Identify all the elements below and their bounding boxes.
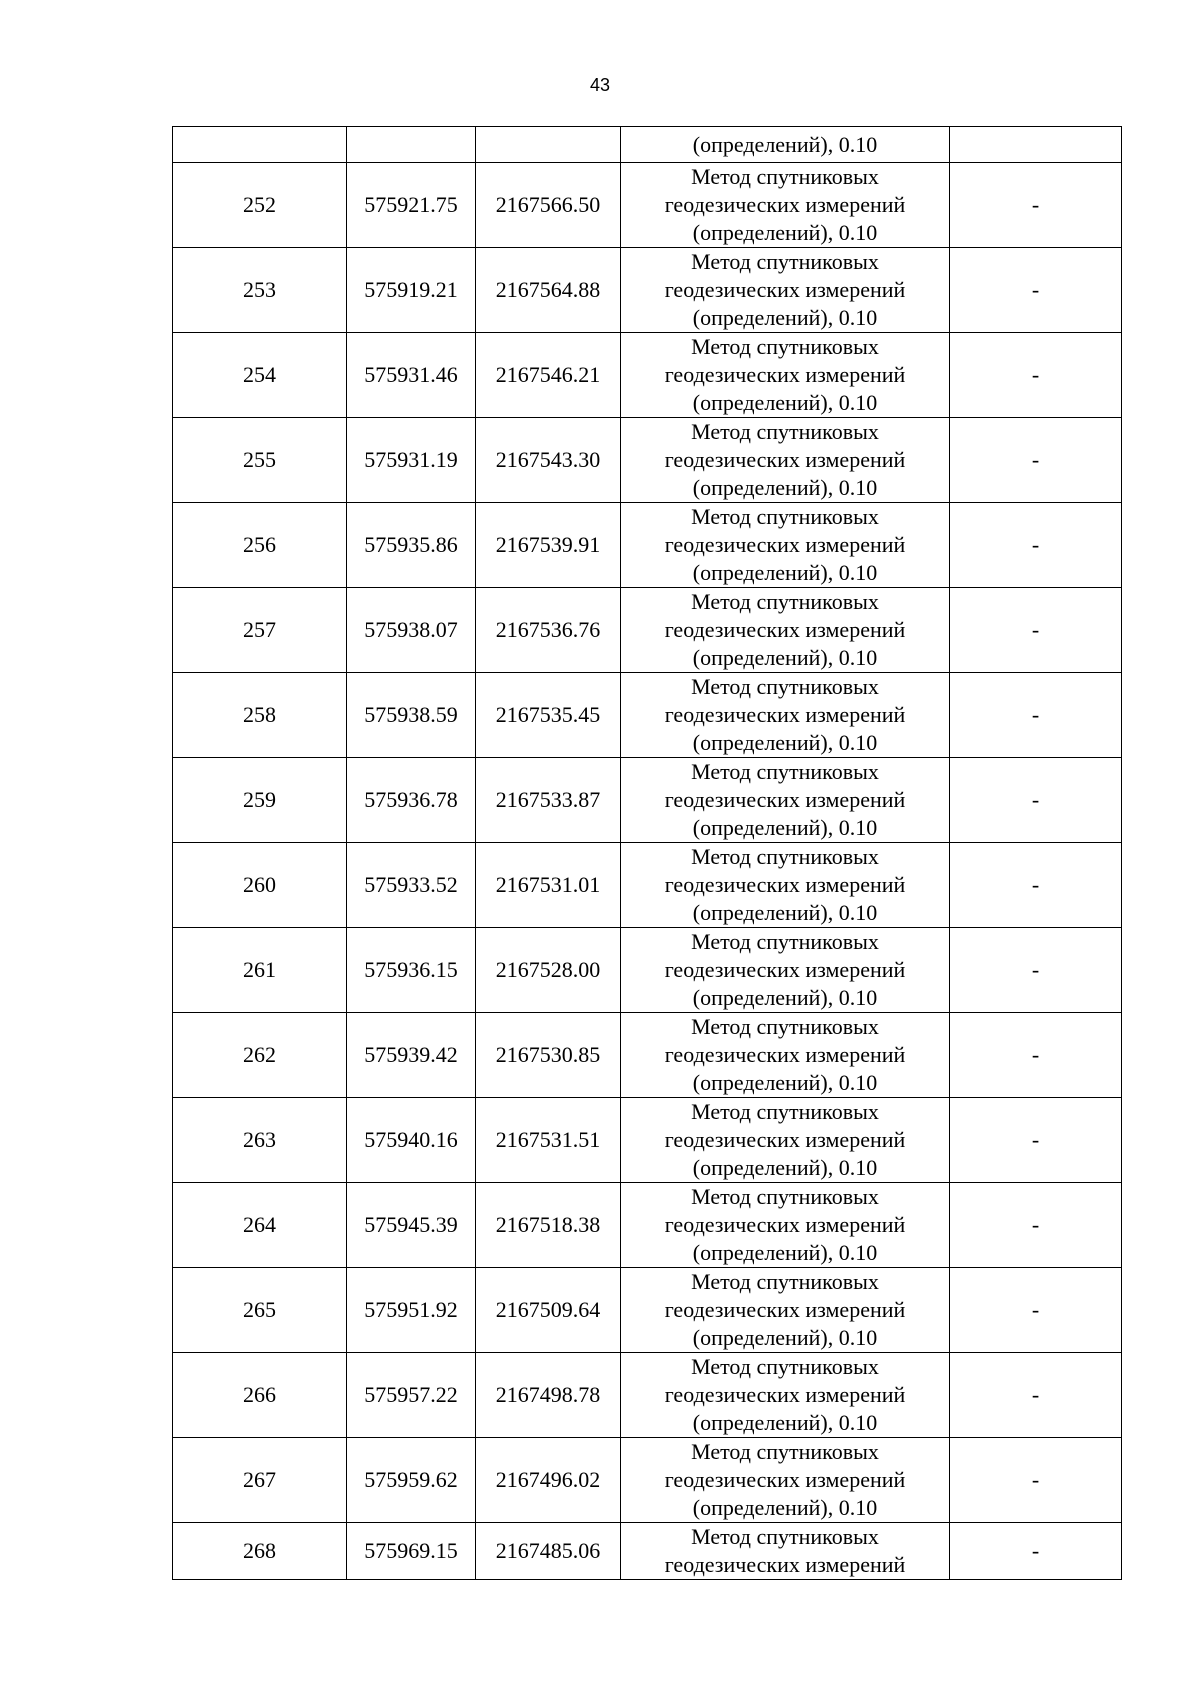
cell-method	[621, 1523, 950, 1580]
method-line: геодезических измерений	[664, 702, 906, 727]
method-line: геодезических измерений	[664, 1212, 906, 1237]
cell-extra: -	[950, 1438, 1122, 1523]
cell-extra: -	[950, 248, 1122, 333]
method-line: Метод спутниковых	[691, 419, 879, 444]
cell-x: 575936.78	[347, 758, 476, 843]
method-line: (определений), 0.10	[692, 1155, 878, 1180]
coordinates-table	[172, 126, 1122, 1580]
cell-y: 2167564.88	[476, 248, 621, 333]
cell-method	[621, 1098, 950, 1183]
cell-point: 267	[173, 1438, 347, 1523]
cell-y: 2167518.38	[476, 1183, 621, 1268]
cell-extra: -	[950, 588, 1122, 673]
table-row	[173, 928, 1122, 1013]
cell-point: 255	[173, 418, 347, 503]
cell-method	[621, 758, 950, 843]
cell-extra: -	[950, 928, 1122, 1013]
cell-x: 575957.22	[347, 1353, 476, 1438]
cell-extra: -	[950, 1523, 1122, 1580]
method-line: (определений), 0.10	[692, 475, 878, 500]
cell-y: 2167485.06	[476, 1523, 621, 1580]
method-line: геодезических измерений	[664, 787, 906, 812]
cell-y: 2167535.45	[476, 673, 621, 758]
cell-method	[621, 1268, 950, 1353]
cell-extra: -	[950, 418, 1122, 503]
method-line: Метод спутниковых	[691, 844, 879, 869]
cell-extra: -	[950, 1013, 1122, 1098]
table-row	[173, 248, 1122, 333]
cell-y: 2167539.91	[476, 503, 621, 588]
cell-method	[621, 1438, 950, 1523]
cell-point: 254	[173, 333, 347, 418]
cell-x: 575931.46	[347, 333, 476, 418]
method-line: геодезических измерений	[664, 1127, 906, 1152]
cell-x: 575935.86	[347, 503, 476, 588]
cell-point: 257	[173, 588, 347, 673]
cell-method	[621, 843, 950, 928]
cell-y: 2167498.78	[476, 1353, 621, 1438]
method-line: (определений), 0.10	[692, 305, 878, 330]
cell-method: (определений), 0.10	[621, 127, 950, 163]
cell-method	[621, 503, 950, 588]
cell-point: 253	[173, 248, 347, 333]
table-row	[173, 1183, 1122, 1268]
method-line: (определений), 0.10	[692, 730, 878, 755]
cell-x: 575939.42	[347, 1013, 476, 1098]
cell-method	[621, 418, 950, 503]
method-line: геодезических измерений	[664, 1382, 906, 1407]
cell-y: 2167531.01	[476, 843, 621, 928]
method-line: геодезических измерений	[664, 1297, 906, 1322]
method-line: Метод спутниковых	[691, 1524, 879, 1549]
cell-method	[621, 163, 950, 248]
cell-extra	[950, 127, 1122, 163]
table-row	[173, 1013, 1122, 1098]
cell-y: 2167536.76	[476, 588, 621, 673]
table-row-continuation	[173, 127, 1122, 163]
method-line: (определений), 0.10	[692, 1070, 878, 1095]
cell-point: 261	[173, 928, 347, 1013]
method-line: (определений), 0.10	[692, 900, 878, 925]
cell-point: 256	[173, 503, 347, 588]
cell-y: 2167546.21	[476, 333, 621, 418]
cell-y: 2167530.85	[476, 1013, 621, 1098]
method-line: Метод спутниковых	[691, 249, 879, 274]
method-line: Метод спутниковых	[691, 1354, 879, 1379]
method-line: (определений), 0.10	[692, 220, 878, 245]
cell-extra: -	[950, 1098, 1122, 1183]
cell-point: 263	[173, 1098, 347, 1183]
table-row	[173, 418, 1122, 503]
table-row	[173, 333, 1122, 418]
cell-extra: -	[950, 503, 1122, 588]
method-line: геодезических измерений	[664, 192, 906, 217]
method-line: Метод спутниковых	[691, 1014, 879, 1039]
cell-x: 575933.52	[347, 843, 476, 928]
cell-method	[621, 673, 950, 758]
cell-point: 260	[173, 843, 347, 928]
method-line: геодезических измерений	[664, 1042, 906, 1067]
cell-method	[621, 333, 950, 418]
cell-y: 2167496.02	[476, 1438, 621, 1523]
cell-method	[621, 248, 950, 333]
table-row	[173, 503, 1122, 588]
cell-x: 575969.15	[347, 1523, 476, 1580]
cell-point: 259	[173, 758, 347, 843]
method-line: (определений), 0.10	[692, 985, 878, 1010]
method-line: Метод спутниковых	[691, 674, 879, 699]
method-line: Метод спутниковых	[691, 1099, 879, 1124]
method-line: геодезических измерений	[664, 1552, 906, 1577]
cell-method	[621, 928, 950, 1013]
cell-x: 575951.92	[347, 1268, 476, 1353]
cell-extra: -	[950, 1268, 1122, 1353]
table-row	[173, 1523, 1122, 1580]
cell-point: 266	[173, 1353, 347, 1438]
cell-y: 2167531.51	[476, 1098, 621, 1183]
cell-x: 575945.39	[347, 1183, 476, 1268]
method-line: (определений), 0.10	[692, 560, 878, 585]
table-row	[173, 673, 1122, 758]
coordinates-table-body	[173, 127, 1122, 1580]
method-line: геодезических измерений	[664, 362, 906, 387]
method-line: Метод спутниковых	[691, 1439, 879, 1464]
cell-point: 258	[173, 673, 347, 758]
method-line: (определений), 0.10	[692, 1240, 878, 1265]
cell-x: 575938.07	[347, 588, 476, 673]
table-row	[173, 1438, 1122, 1523]
cell-y: 2167509.64	[476, 1268, 621, 1353]
cell-x: 575919.21	[347, 248, 476, 333]
cell-extra: -	[950, 843, 1122, 928]
method-line: Метод спутниковых	[691, 1269, 879, 1294]
page-number: 43	[589, 75, 611, 95]
method-line: (определений), 0.10	[692, 1325, 878, 1350]
cell-point: 268	[173, 1523, 347, 1580]
table-row	[173, 1098, 1122, 1183]
table-row	[173, 843, 1122, 928]
cell-point: 252	[173, 163, 347, 248]
method-line: Метод спутниковых	[691, 164, 879, 189]
cell-method	[621, 588, 950, 673]
method-line: геодезических измерений	[664, 872, 906, 897]
cell-point: 265	[173, 1268, 347, 1353]
cell-extra: -	[950, 758, 1122, 843]
cell-extra: -	[950, 163, 1122, 248]
cell-y: 2167566.50	[476, 163, 621, 248]
cell-y: 2167533.87	[476, 758, 621, 843]
cell-method	[621, 1183, 950, 1268]
method-line: Метод спутниковых	[691, 504, 879, 529]
method-line: Метод спутниковых	[691, 929, 879, 954]
method-line: Метод спутниковых	[691, 1184, 879, 1209]
cell-extra: -	[950, 673, 1122, 758]
table-row	[173, 1268, 1122, 1353]
cell-x	[347, 127, 476, 163]
method-line: геодезических измерений	[664, 617, 906, 642]
method-line: геодезических измерений	[664, 1467, 906, 1492]
cell-y	[476, 127, 621, 163]
method-line: (определений), 0.10	[692, 1410, 878, 1435]
method-line: геодезических измерений	[664, 447, 906, 472]
method-line: (определений), 0.10	[692, 390, 878, 415]
cell-extra: -	[950, 1353, 1122, 1438]
method-line: (определений), 0.10	[692, 815, 878, 840]
method-line: геодезических измерений	[664, 532, 906, 557]
cell-method	[621, 1013, 950, 1098]
cell-x: 575921.75	[347, 163, 476, 248]
cell-x: 575959.62	[347, 1438, 476, 1523]
cell-x: 575940.16	[347, 1098, 476, 1183]
cell-extra: -	[950, 333, 1122, 418]
method-line: (определений), 0.10	[692, 1495, 878, 1520]
cell-point: 264	[173, 1183, 347, 1268]
cell-y: 2167528.00	[476, 928, 621, 1013]
table-row	[173, 588, 1122, 673]
cell-method	[621, 1353, 950, 1438]
cell-point: 262	[173, 1013, 347, 1098]
table-row	[173, 163, 1122, 248]
cell-x: 575938.59	[347, 673, 476, 758]
cell-y: 2167543.30	[476, 418, 621, 503]
table-row	[173, 1353, 1122, 1438]
table-row	[173, 758, 1122, 843]
cell-point	[173, 127, 347, 163]
cell-x: 575931.19	[347, 418, 476, 503]
method-line: Метод спутниковых	[691, 334, 879, 359]
cell-x: 575936.15	[347, 928, 476, 1013]
method-line: геодезических измерений	[664, 277, 906, 302]
method-line: Метод спутниковых	[691, 759, 879, 784]
method-line: геодезических измерений	[664, 957, 906, 982]
method-line: (определений), 0.10	[692, 645, 878, 670]
cell-extra: -	[950, 1183, 1122, 1268]
method-line: Метод спутниковых	[691, 589, 879, 614]
